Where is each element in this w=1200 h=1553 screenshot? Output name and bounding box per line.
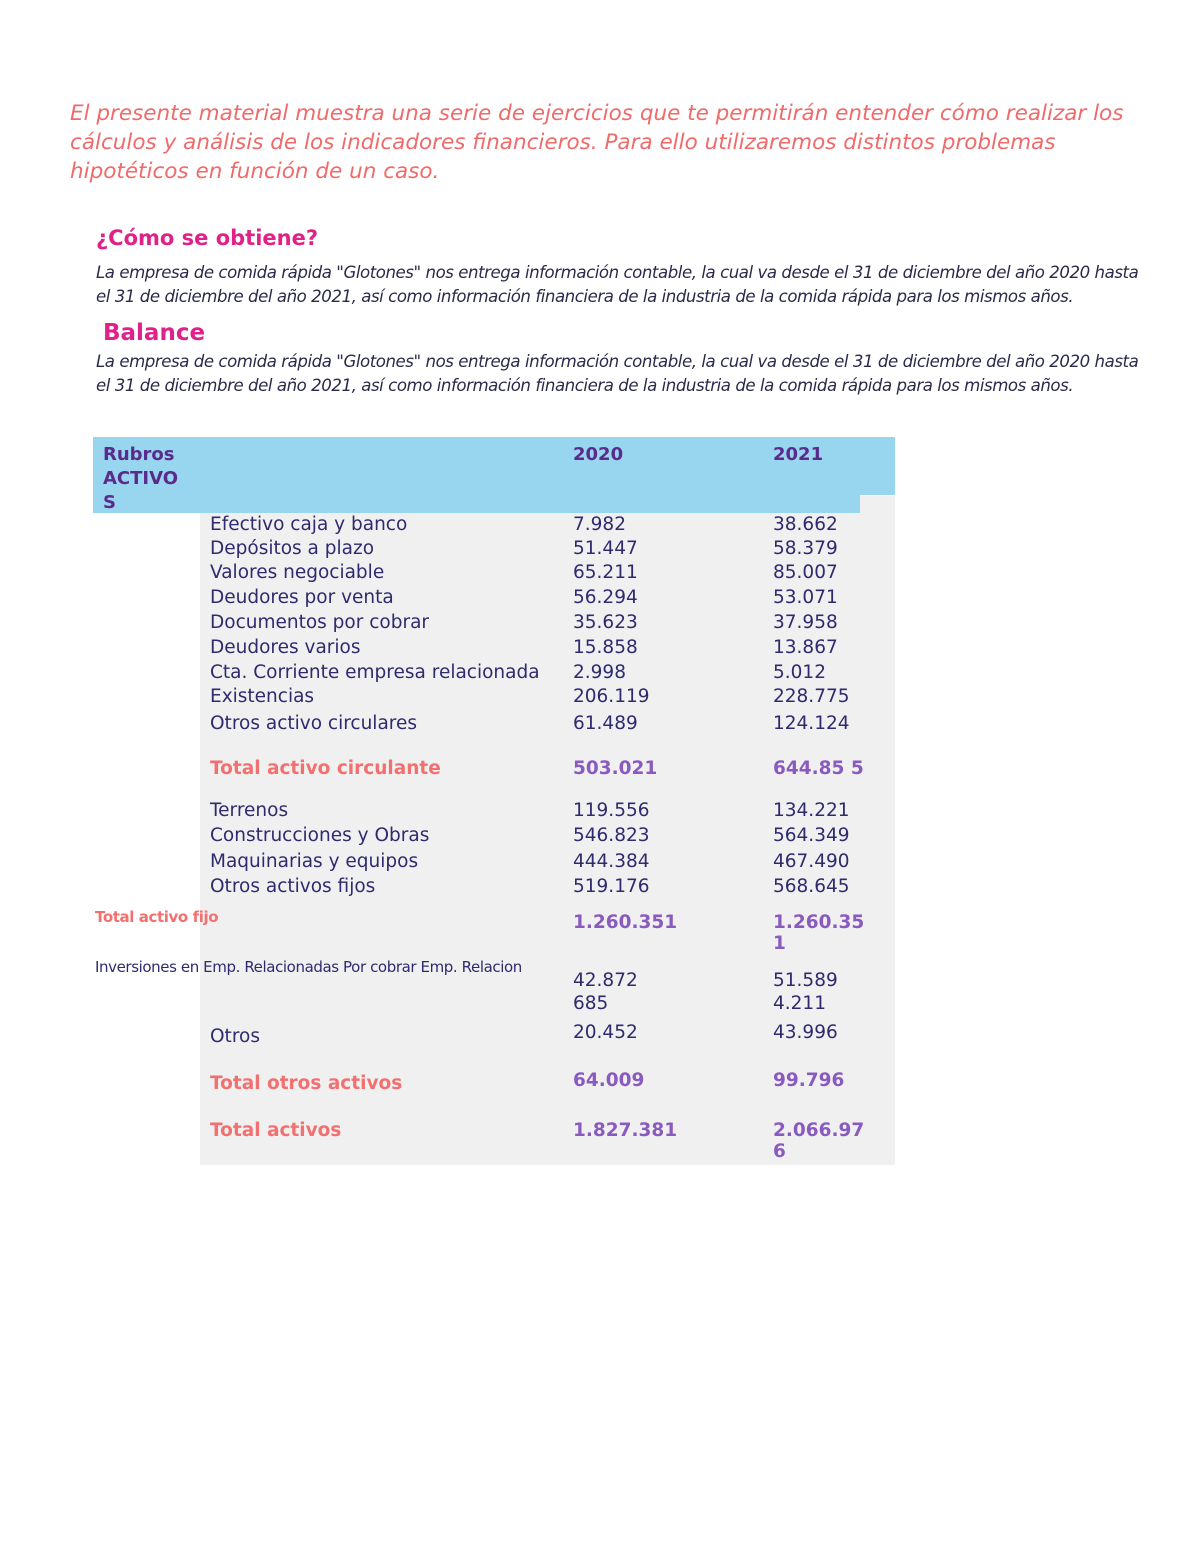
row-value-2021: 5.012 [773,662,826,683]
total-activo-circulante-2020: 503.021 [573,758,658,779]
row-value-2020: 119.556 [573,800,650,821]
row-value-2021: 467.490 [773,851,850,872]
row-value-2020: 20.452 [573,1022,638,1043]
header-rubros: Rubros ACTIVO S [103,444,179,513]
row-value-2021: 43.996 [773,1022,838,1043]
por-cobrar-2020: 685 [573,993,609,1014]
row-label: Deudores varios [210,637,361,658]
por-cobrar-2021: 4.211 [773,993,826,1014]
row-value-2021: 134.221 [773,800,850,821]
total-activos-label: Total activos [210,1120,342,1141]
row-value-2021: 85.007 [773,562,838,583]
row-label: Documentos por cobrar [210,612,430,633]
row-value-2020: 65.211 [573,562,638,583]
row-value-2020: 56.294 [573,587,638,608]
como-heading: ¿Cómo se obtiene? [96,226,319,250]
row-value-2021: 564.349 [773,825,850,846]
total-activo-circulante-2021: 644.85 5 [773,758,864,779]
row-value-2021: 568.645 [773,876,850,897]
row-value-2020: 35.623 [573,612,638,633]
inversiones-label: Inversiones en Emp. Relacionadas Por cobrar Emp. Relacion [95,958,522,976]
row-value-2020: 61.489 [573,713,638,734]
balance-paragraph: La empresa de comida rápida "Glotones" nos entrega información contable, la cual va desde el 31 de diciembre del año 2020 hasta el 31 de diciembre del año 2021, así como información financiera de la industria de la comida rápida para los mismos años. [96,352,1139,395]
table-header-bar-extension [93,495,860,513]
total-activo-fijo-label: Total activo fijo [95,908,219,926]
inversiones-2020: 42.872 [573,970,638,991]
total-activo-fijo-2020: 1.260.351 [573,912,678,933]
row-label: Maquinarias y equipos [210,851,419,872]
row-value-2021: 38.662 [773,514,838,535]
row-label: Deudores por venta [210,587,394,608]
row-label: Cta. Corriente empresa relacionada [210,662,540,683]
total-otros-activos-label: Total otros activos [210,1073,403,1094]
row-value-2020: 546.823 [573,825,650,846]
total-otros-activos-2021: 99.796 [773,1070,845,1091]
row-value-2021: 13.867 [773,637,838,658]
row-value-2020: 206.119 [573,686,650,707]
total-otros-activos-2020: 64.009 [573,1070,645,1091]
intro-paragraph: El presente material muestra una serie de ejercicios que te permitirán entender cómo realizar los cálculos y análisis de los indicadores financieros. Para ello utilizaremos distintos problemas hipotéticos en función de un caso. [70,101,1124,184]
row-value-2020: 444.384 [573,851,650,872]
row-label: Valores negociable [210,562,385,583]
row-value-2020: 15.858 [573,637,638,658]
total-activo-circulante-label: Total activo circulante [210,758,441,779]
balance-heading: Balance [103,320,206,346]
row-label: Otros activo circulares [210,713,418,734]
header-2021: 2021 [773,444,824,465]
row-label: Otros activos fijos [210,876,376,897]
total-activos-2021: 2.066.97 6 [773,1120,865,1162]
row-value-2020: 51.447 [573,538,638,559]
total-activos-2020: 1.827.381 [573,1120,678,1141]
row-value-2021: 228.775 [773,686,850,707]
row-value-2021: 58.379 [773,538,838,559]
inversiones-2021: 51.589 [773,970,838,991]
total-activo-fijo-2021: 1.260.35 1 [773,912,865,954]
como-paragraph: La empresa de comida rápida "Glotones" nos entrega información contable, la cual va desde el 31 de diciembre del año 2020 hasta el 31 de diciembre del año 2021, así como información financiera de la industria de la comida rápida para los mismos años. [96,263,1139,306]
row-value-2020: 519.176 [573,876,650,897]
row-value-2020: 2.998 [573,662,626,683]
header-2020: 2020 [573,444,624,465]
row-value-2021: 53.071 [773,587,838,608]
row-label: Depósitos a plazo [210,538,375,559]
row-label: Efectivo caja y banco [210,514,408,535]
row-value-2020: 7.982 [573,514,626,535]
row-value-2021: 124.124 [773,713,850,734]
row-label: Terrenos [210,800,289,821]
row-label: Existencias [210,686,315,707]
row-label: Otros [210,1026,260,1047]
row-label: Construcciones y Obras [210,825,430,846]
row-value-2021: 37.958 [773,612,838,633]
